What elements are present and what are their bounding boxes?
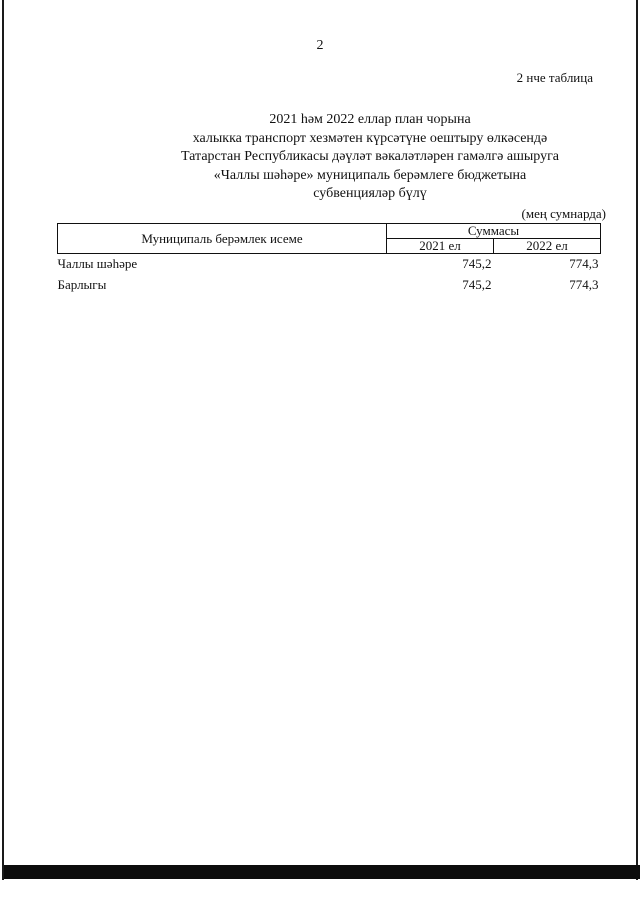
header-municipality-name: Муниципаль берәмлек исеме	[58, 224, 387, 254]
header-year-2022: 2022 ел	[494, 239, 601, 254]
table-row	[58, 275, 601, 296]
title-line-4: «Чаллы шәһәре» муниципаль берәмлеге бюджетына	[213, 167, 527, 183]
table-row	[58, 254, 601, 276]
title-line-2: халыкка транспорт хезмәтен күрсәтүне оештыру өлкәсендә	[192, 130, 548, 146]
header-year-2021: 2021 ел	[387, 239, 494, 254]
title-line-5: субвенцияләр бүлү	[313, 186, 427, 201]
row-name: Чаллы шәһәре	[57, 256, 138, 271]
title-line-3: Татарстан Республикасы дәүләт вәкаләтләрен гамәлгә ашыруга	[180, 149, 560, 164]
subvention-table	[57, 223, 601, 296]
row-name: Барлыгы	[57, 277, 107, 292]
scan-left-edge	[2, 0, 4, 880]
scan-bottom-border	[4, 865, 640, 879]
title-line-1: 2021 һәм 2022 еллар план чорына	[269, 112, 471, 127]
document-title	[40, 111, 640, 204]
row-value-2022: 774,3	[569, 256, 599, 271]
row-value-2022: 774,3	[569, 277, 599, 292]
table-reference: 2 нче таблица	[516, 70, 593, 85]
row-value-2021: 745,2	[462, 277, 492, 292]
row-value-2021: 745,2	[462, 256, 492, 271]
page-number: 2	[316, 38, 324, 53]
header-sum: Суммасы	[387, 224, 601, 239]
unit-note: (мең сумнарда)	[521, 206, 606, 221]
